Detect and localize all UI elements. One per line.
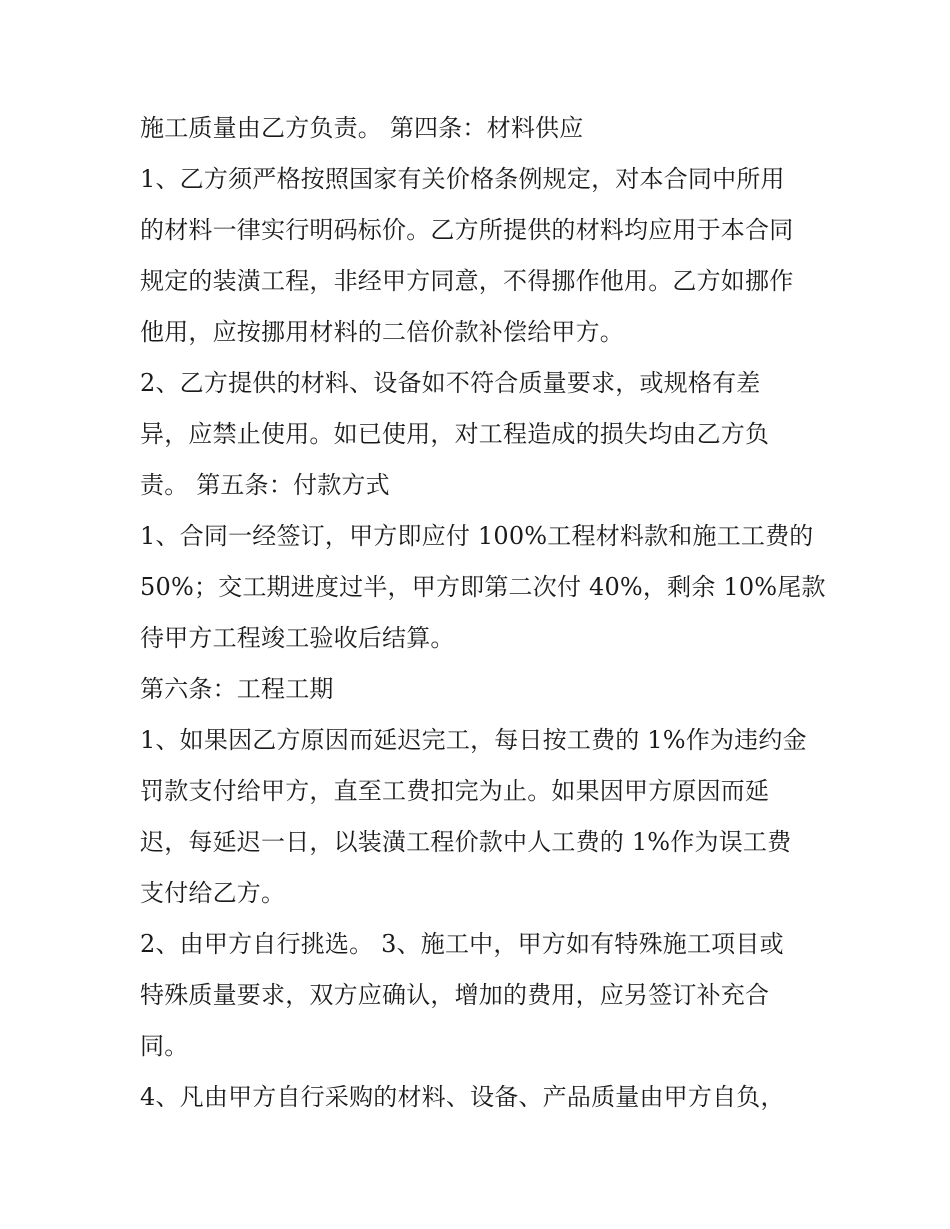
text-line: 支付给乙方。 — [140, 879, 286, 907]
text-line: 待甲方工程竣工验收后结算。 — [140, 624, 455, 652]
text-line: 的材料一律实行明码标价。乙方所提供的材料均应用于本合同 — [140, 216, 794, 244]
text-line: 迟，每延迟一日，以装潢工程价款中人工费的 1%作为误工费 — [140, 828, 792, 856]
text-line: 2、乙方提供的材料、设备如不符合质量要求，或规格有差 — [140, 369, 761, 397]
text-line: 同。 — [140, 1032, 189, 1060]
text-line: 50%；交工期进度过半，甲方即第二次付 40%，剩余 10%尾款 — [140, 573, 826, 601]
text-line: 1、乙方须严格按照国家有关价格条例规定，对本合同中所用 — [140, 165, 785, 193]
text-line: 4、凡由甲方自行采购的材料、设备、产品质量由甲方自负， — [140, 1083, 785, 1111]
text-line: 1、如果因乙方原因而延迟完工，每日按工费的 1%作为违约金 — [140, 726, 807, 754]
text-line: 特殊质量要求，双方应确认，增加的费用，应另签订补充合 — [140, 981, 770, 1009]
text-line: 责。 第五条：付款方式 — [140, 471, 390, 499]
text-line: 异，应禁止使用。如已使用，对工程造成的损失均由乙方负 — [140, 420, 770, 448]
text-line: 第六条：工程工期 — [140, 675, 334, 703]
text-line: 2、由甲方自行挑选。 3、施工中，甲方如有特殊施工项目或 — [140, 930, 784, 958]
text-line: 罚款支付给甲方，直至工费扣完为止。如果因甲方原因而延 — [140, 777, 770, 805]
text-line: 1、合同一经签订，甲方即应付 100%工程材料款和施工工费的 — [140, 522, 814, 550]
text-line: 规定的装潢工程，非经甲方同意，不得挪作他用。乙方如挪作 — [140, 267, 794, 295]
text-line: 他用，应按挪用材料的二倍价款补偿给甲方。 — [140, 318, 624, 346]
text-line: 施工质量由乙方负责。 第四条：材料供应 — [140, 114, 584, 142]
